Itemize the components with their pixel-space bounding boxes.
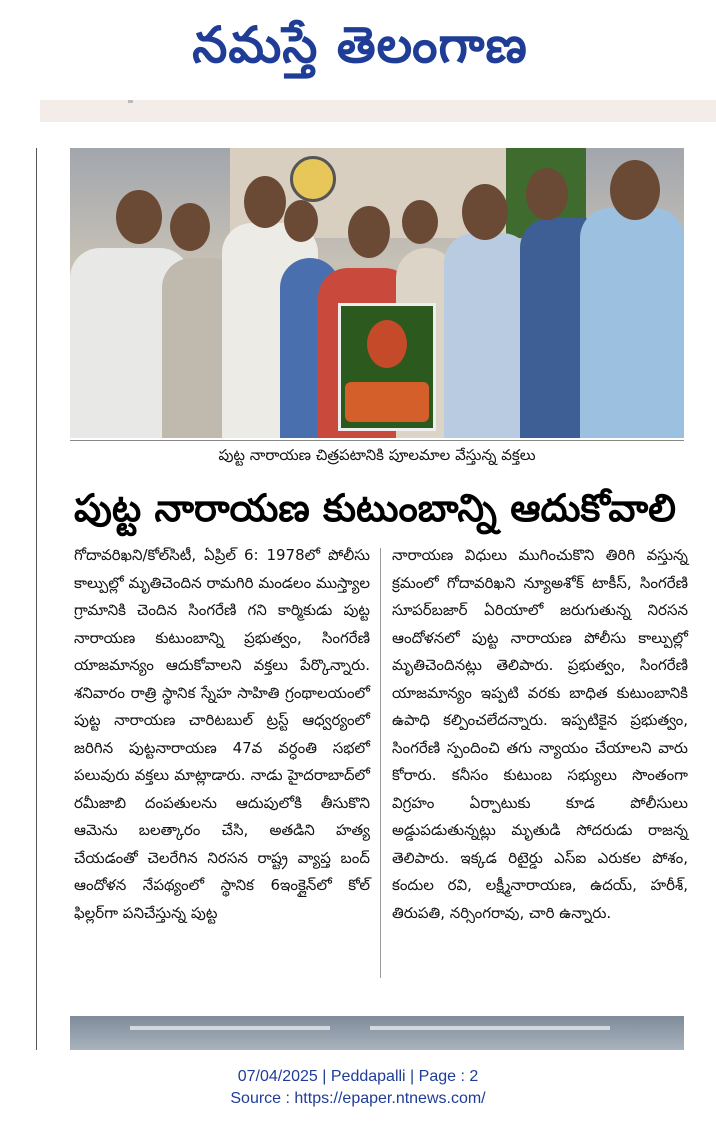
news-photo [70,148,684,438]
strip-mark [128,100,133,103]
article-column-1: గోదావరిఖని/కోల్‌సిటీ, ఏప్రిల్ 6: 1978లో పోలీసు కాల్పుల్లో మృతిచెందిన రామగిరి మండలం ముస్త్యాల గ్రామానికి చెందిన సింగరేణి గని కార్మికుడు పుట్ట నారాయణ కుటుంబాన్ని ప్రభుత్వం, సింగరేణి యాజమాన్యం ఆదుకోవాలని వక్తలు పేర్కొన్నారు. శనివారం రాత్రి స్థానిక స్నేహ సాహితి గ్రంథాలయంలో పుట్ట నారాయణ చారిటబుల్ ట్రస్ట్ ఆధ్వర్యంలో జరిగిన పుట్టనారాయణ 47వ వర్ధంతి సభలో పలువురు వక్తలు మాట్లాడారు. నాడు హైదరాబాద్‌లో రమీజాబి దంపతులను ఆదుపులోకి తీసుకొని ఆమెను బలత్కారం చేసి, అతడిని హత్య చేయడంతో చెలరేగిన నిరసన రాష్ట్ర వ్యాప్త బంద్ ఆందోళన నేపథ్యంలో స్థానిక 6ఇంక్లైన్‌లో కోల్ ఫిల్లర్‌గా పనిచేస్తున్న పుట్ట [74,546,370,922]
person-head [116,190,162,244]
garlanded-portrait-image [338,303,436,431]
person-head [348,206,390,258]
portrait-garland [345,382,429,422]
trust-seal-image [290,156,336,202]
article-column-2: నారాయణ విధులు ముగించుకొని తిరిగి వస్తున్న క్రమంలో గోదావరిఖని న్యూఅశోక్ టాకీస్, సింగరేణి సూపర్‌బజార్ ఏరియాలో జరుగుతున్న నిరసన ఆందోళనలో పుట్ట నారాయణ పోలీసు కాల్పుల్లో మృతిచెందినట్లు తెలిపారు. ప్రభుత్వం, సింగరేణి యాజమాన్యం ఇప్పటి వరకు బాధిత కుటుంబానికి ఉపాధి కల్పించలేదన్నారు. ఇప్పటికైన ప్రభుత్వం, సింగరేణి స్పందించి తగు న్యాయం చేయాలని వారు కోరారు. కనీసం కుటుంబ సభ్యులు సొంతంగా విగ్రహం ఏర్పాటుకు కూడ పోలీసులు అడ్డుపడుతున్నట్లు మృతుడి సోదరుడు రాజన్న తెలిపారు. ఇక్కడ రిటైర్డు ఎస్ఐ ఎరుకల పోశం, కందుల రవి, లక్ష్మీనారాయణ, ఉదయ్, హరీశ్, తిరుపతి, నర్సింగరావు, చారి ఉన్నారు. [392,546,688,922]
person-figure [444,233,532,438]
person-head [462,184,508,240]
photo-caption: పుట్ట నారాయణ చిత్రపటానికి పూలమాల వేస్తున్న వక్తలు [218,446,536,464]
newspaper-title: నమస్తే తెలంగాణ [192,15,528,74]
person-figure [580,208,684,438]
person-head [402,200,438,244]
person-head [170,203,210,251]
page-footer [0,1066,716,1110]
person-head [244,176,286,228]
person-head [526,168,568,220]
column-divider [380,548,381,978]
portrait-face [367,320,407,368]
person-head [610,160,660,220]
footer-source-link[interactable]: Source : https://epaper.ntnews.com/ [230,1090,486,1107]
masthead [0,0,716,96]
photo-detail [130,1026,330,1030]
person-head [284,200,318,242]
margin-rule [36,148,37,1050]
article-headline: పుట్ట నారాయణ కుటుంబాన్ని ఆదుకోవాలి [73,486,677,530]
photo-detail [370,1026,610,1030]
footer-date-edition: 07/04/2025 | Peddapalli | Page : 2 [237,1068,479,1085]
next-article-photo [70,1016,684,1050]
masthead-strip [40,100,716,122]
caption-rule [70,440,684,441]
